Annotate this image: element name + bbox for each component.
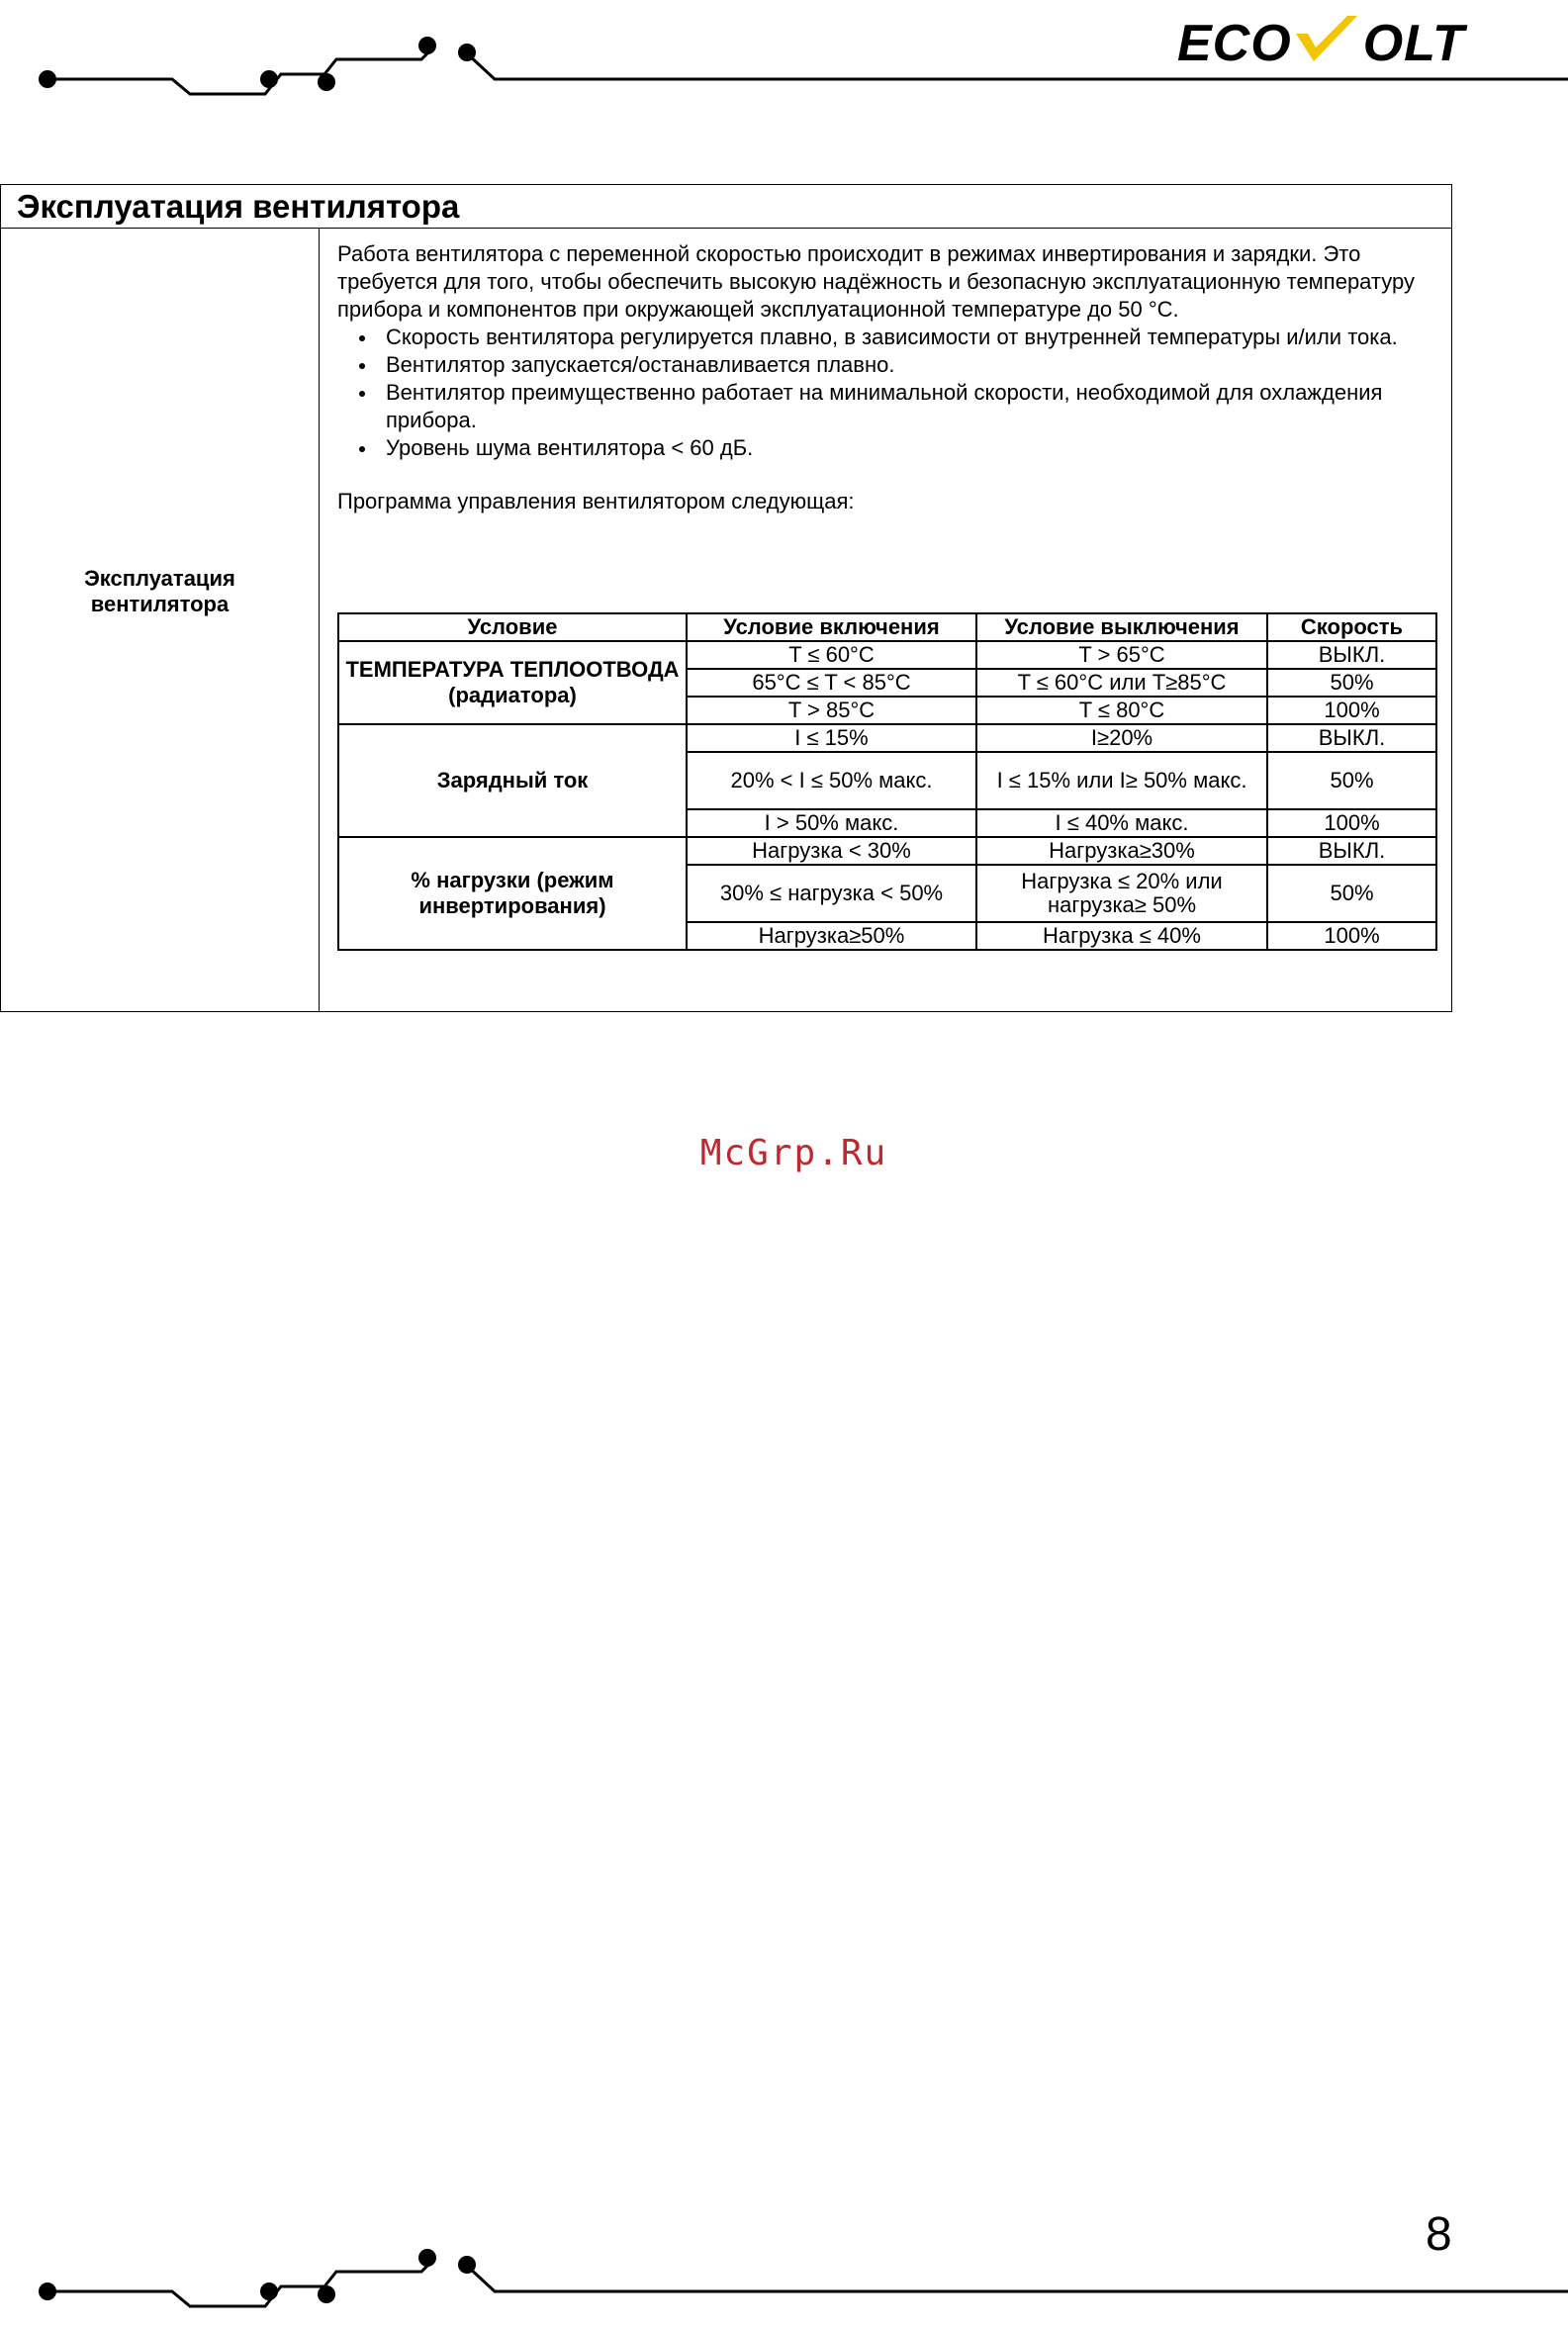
left-column-label: Эксплуатация вентилятора [84, 565, 235, 616]
program-label: Программа управления вентилятором следующая: [337, 489, 855, 513]
speed-cell: ВЫКЛ. [1267, 641, 1436, 669]
circuit-trace-decoration-bottom [0, 2208, 1568, 2331]
ecovolt-logo [1177, 14, 1474, 73]
fan-operation-section [0, 184, 1452, 1012]
header-condition: Условие [338, 613, 687, 641]
speed-cell: 50% [1267, 865, 1436, 922]
intro-paragraph: Работа вентилятора с переменной скоростью происходит в режимах инвертирования и зарядки. Это требуется для того, чтобы обеспечить высокую надёжность и безопасную эксплуатационную температуру прибора и компонентов при окружающей эксплуатационной температуре до 50 °C. [337, 241, 1415, 322]
on-condition-cell: 65°C ≤ T < 85°C [687, 669, 976, 697]
logo-text-right: OLT [1362, 15, 1465, 72]
speed-cell: 100% [1267, 697, 1436, 724]
on-condition-cell: Нагрузка≥50% [687, 922, 976, 950]
condition-charge-current: Зарядный ток [338, 724, 687, 837]
off-condition-cell: Нагрузка≥30% [976, 837, 1267, 865]
section-body [1, 229, 1451, 1011]
off-condition-cell: Нагрузка ≤ 40% [976, 922, 1267, 950]
header-speed: Скорость [1267, 613, 1436, 641]
on-condition-cell: T > 85°C [687, 697, 976, 724]
off-condition-cell: Нагрузка ≤ 20% или нагрузка≥ 50% [976, 865, 1267, 922]
speed-cell: 100% [1267, 809, 1436, 837]
on-condition-cell: I > 50% макс. [687, 809, 976, 837]
table-row [338, 641, 1436, 669]
page-number: 8 [1426, 2208, 1452, 2261]
left-column [1, 229, 320, 1011]
table-header-row [338, 613, 1436, 641]
on-condition-cell: 20% < I ≤ 50% макс. [687, 752, 976, 809]
on-condition-cell: I ≤ 15% [687, 724, 976, 752]
speed-cell: 100% [1267, 922, 1436, 950]
watermark-link[interactable]: McGrp.Ru [699, 1133, 888, 1173]
header-on-condition: Условие включения [687, 613, 976, 641]
bullet-item: Вентилятор запускается/останавливается плавно. [337, 351, 1425, 379]
off-condition-cell: T ≤ 80°C [976, 697, 1267, 724]
speed-cell: 50% [1267, 669, 1436, 697]
off-condition-cell: I ≤ 15% или I≥ 50% макс. [976, 752, 1267, 809]
on-condition-cell: 30% ≤ нагрузка < 50% [687, 865, 976, 922]
logo-text-left: ECO [1177, 15, 1292, 72]
speed-cell: ВЫКЛ. [1267, 724, 1436, 752]
header-off-condition: Условие выключения [976, 613, 1267, 641]
condition-heatsink-temperature: ТЕМПЕРАТУРА ТЕПЛООТВОДА (радиатора) [338, 641, 687, 724]
on-condition-cell: T ≤ 60°C [687, 641, 976, 669]
off-condition-cell: I ≤ 40% макс. [976, 809, 1267, 837]
speed-cell: ВЫКЛ. [1267, 837, 1436, 865]
speed-cell: 50% [1267, 752, 1436, 809]
off-condition-cell: T > 65°C [976, 641, 1267, 669]
section-title: Эксплуатация вентилятора [1, 185, 1451, 229]
right-column [337, 229, 1437, 1011]
off-condition-cell: I≥20% [976, 724, 1267, 752]
bullet-item: Скорость вентилятора регулируется плавно, в зависимости от внутренней температуры и/или тока. [337, 324, 1425, 351]
table-row [338, 837, 1436, 865]
bullet-item: Уровень шума вентилятора < 60 дБ. [337, 434, 1425, 462]
on-condition-cell: Нагрузка < 30% [687, 837, 976, 865]
checkmark-icon [1292, 14, 1363, 65]
fan-control-table [337, 612, 1437, 951]
feature-bullet-list [337, 324, 1437, 462]
off-condition-cell: T ≤ 60°C или T≥85°C [976, 669, 1267, 697]
bullet-item: Вентилятор преимущественно работает на минимальной скорости, необходимой для охлаждения прибора. [337, 379, 1425, 434]
table-row [338, 724, 1436, 752]
condition-load-percent: % нагрузки (режим инвертирования) [338, 837, 687, 950]
